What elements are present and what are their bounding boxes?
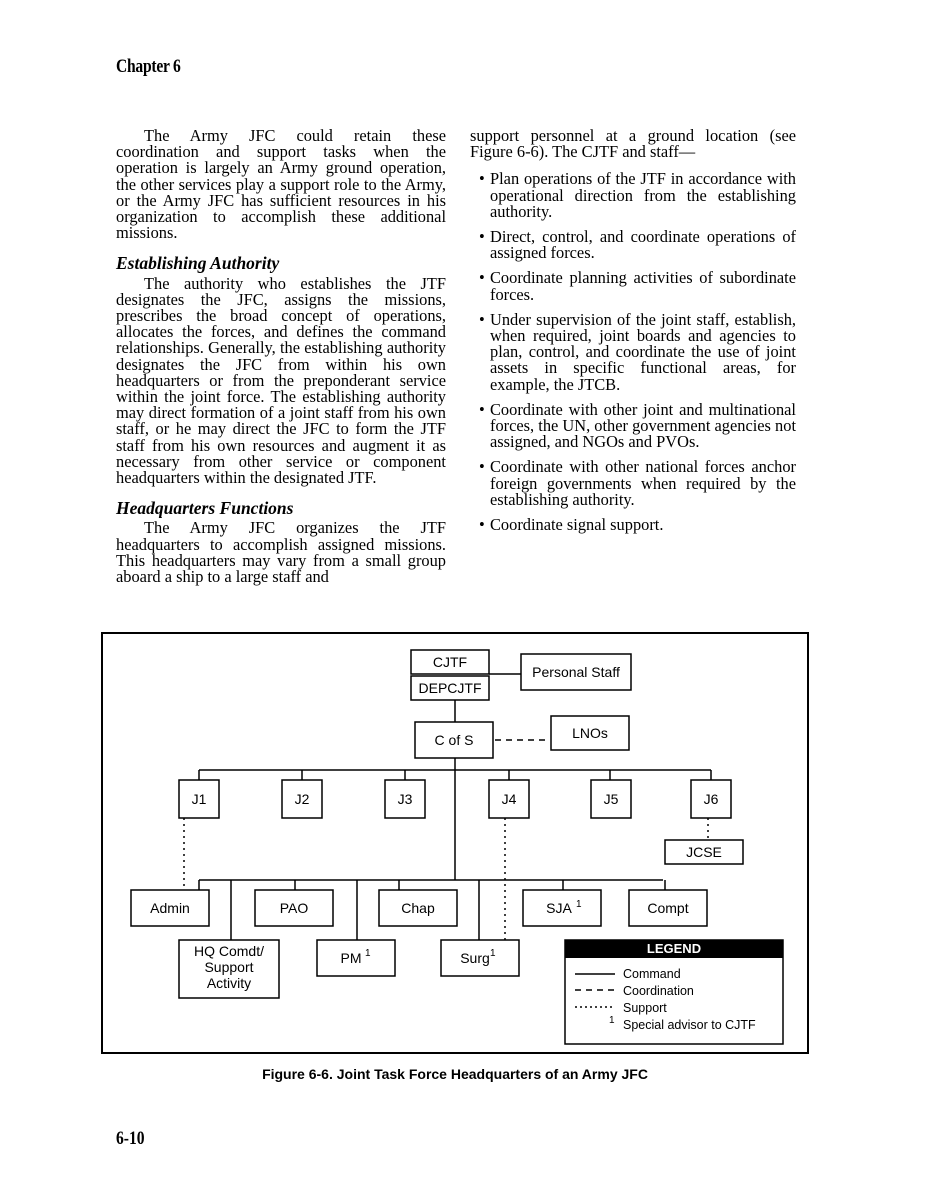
jcse-label: JCSE xyxy=(686,844,722,860)
paragraph: support personnel at a ground location (see Figure 6-6). The CJTF and staff— xyxy=(470,126,796,162)
paragraph: The authority who establishes the JTF designates the JFC, assigns the missions, prescribes the broad concept of operations, allocates the forces, and defines the command relationships. Generally, the establishing authority designates the JFC from within his own headquarters or from the preponderant service within the joint force. The establishing authority may direct formation of a joint staff from his own staff, or he may direct the JFC to form the JTF staff from his own resources and augment it as necessary from other service or component headquarters within the designated JTF. xyxy=(116,273,446,488)
paragraph: The Army JFC organizes the JTF headquarters to accomplish assigned missions. This headquarters may vary from a small group aboard a ship to a large staff and xyxy=(116,518,446,587)
bullet-item: • Coordinate planning activities of subordinate forces. xyxy=(470,270,796,302)
bullet-item: • Direct, control, and coordinate operations of assigned forces. xyxy=(470,229,796,261)
j6-label: J6 xyxy=(703,791,719,807)
surg-label: Surg xyxy=(460,950,490,966)
left-column xyxy=(116,128,446,585)
sja-label: SJA xyxy=(546,900,572,916)
section-heading-establishing-authority: Establishing Authority xyxy=(116,253,280,274)
lnos-label: LNOs xyxy=(572,725,608,741)
legend-support: Support xyxy=(623,1001,667,1015)
legend-note: Special advisor to CJTF xyxy=(623,1018,756,1032)
j5-label: J5 xyxy=(603,791,619,807)
bullet-item: • Coordinate with other national forces anchor foreign governments when required by the establishing authority. xyxy=(470,459,796,508)
figure-caption: Figure 6-6. Joint Task Force Headquarters of an Army JFC xyxy=(262,1066,648,1082)
j2-label: J2 xyxy=(294,791,310,807)
surg-superscript: 1 xyxy=(490,948,496,959)
hq-comdt-label-line3: Activity xyxy=(206,975,252,991)
hq-comdt-label-line2: Support xyxy=(204,959,254,975)
j3-label: J3 xyxy=(397,791,413,807)
bullet-item: • Plan operations of the JTF in accordance with operational direction from the establishing authority. xyxy=(470,171,796,220)
right-column xyxy=(470,128,796,533)
section-heading-headquarters-functions: Headquarters Functions xyxy=(116,498,294,519)
compt-label: Compt xyxy=(647,900,689,916)
sja-superscript: 1 xyxy=(576,899,582,910)
admin-label: Admin xyxy=(150,900,190,916)
pao-label: PAO xyxy=(279,900,309,916)
cofs-label: C of S xyxy=(434,732,474,748)
org-chart xyxy=(103,634,807,1052)
cjtf-label: CJTF xyxy=(432,654,468,670)
bullet-item: • Coordinate signal support. xyxy=(470,517,796,533)
j4-label: J4 xyxy=(501,791,517,807)
hq-comdt-label-line1: HQ Comdt/ xyxy=(193,943,265,959)
legend-command: Command xyxy=(623,967,681,981)
bullet-item: • Coordinate with other joint and multinational forces, the UN, other government agencies not assigned, and NGOs and PVOs. xyxy=(470,402,796,451)
chap-label: Chap xyxy=(401,900,435,916)
org-chart-figure xyxy=(101,632,809,1054)
pm-label: PM xyxy=(340,950,362,966)
legend-note-mark: 1 xyxy=(609,1015,615,1026)
pm-superscript: 1 xyxy=(365,948,371,959)
depcjtf-label: DEPCJTF xyxy=(418,680,482,696)
legend-coordination: Coordination xyxy=(623,984,694,998)
bullet-list xyxy=(470,171,796,533)
j1-label: J1 xyxy=(191,791,207,807)
personal-staff-label: Personal Staff xyxy=(532,664,620,680)
bullet-item: • Under supervision of the joint staff, establish, when required, joint boards and agencies to plan, control, and coordinate the use of joint assets in specific functional areas, for example, the JTCB. xyxy=(470,312,796,393)
chapter-header: Chapter 6 xyxy=(116,56,181,77)
legend-title: LEGEND xyxy=(646,941,702,956)
page-number: 6-10 xyxy=(116,1128,145,1149)
paragraph: The Army JFC could retain these coordination and support tasks when the operation is largely an Army ground operation, the other services play a support role to the Army, or the Army JFC has sufficient resources in his organization to accomplish these additional missions. xyxy=(116,126,446,243)
